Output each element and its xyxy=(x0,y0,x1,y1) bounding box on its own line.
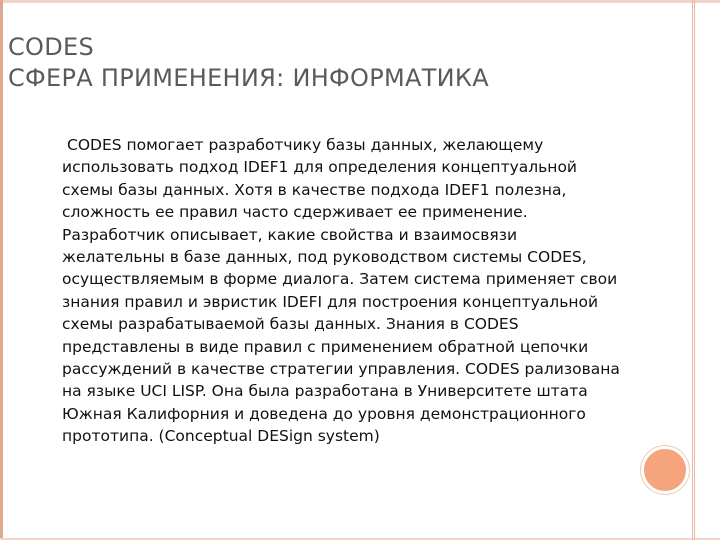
frame-left-border xyxy=(0,0,3,540)
frame-top-border xyxy=(0,0,720,3)
side-rail-line xyxy=(694,0,695,540)
slide-body-text: CODES помогает разработчику базы данных, желающему использовать подход IDEF1 для определения концептуальной схемы базы данных. Хотя в качестве подхода IDEF1 полезна, сложность ее правил часто сдерживает ее применение. Разработчик описывает, какие свойства и взаимосвязи желательны в базе данных, под руководством системы CODES, осуществляемым в форме диалога. Затем система применяет свои знания правил и эвристик IDEFI для построения концептуальной схемы разрабатываемой базы данных. Знания в CODES представлены в виде правил с применением обратной цепочки рассуждений в качестве стратегии управления. CODES рализована на языке UCI LISP. Она была разработана в Университете штата Южная Калифорния и доведена до уровня демонстрационного прототипа. (Conceptual DESign system) xyxy=(62,136,620,446)
slide-title-line-2: СФЕРА ПРИМЕНЕНИЯ: ИНФОРМАТИКА xyxy=(8,64,489,92)
slide-title-line-1: CODES xyxy=(8,33,95,61)
side-rail-line xyxy=(692,0,693,540)
slide-title xyxy=(8,32,489,94)
decorative-circle xyxy=(641,446,689,494)
